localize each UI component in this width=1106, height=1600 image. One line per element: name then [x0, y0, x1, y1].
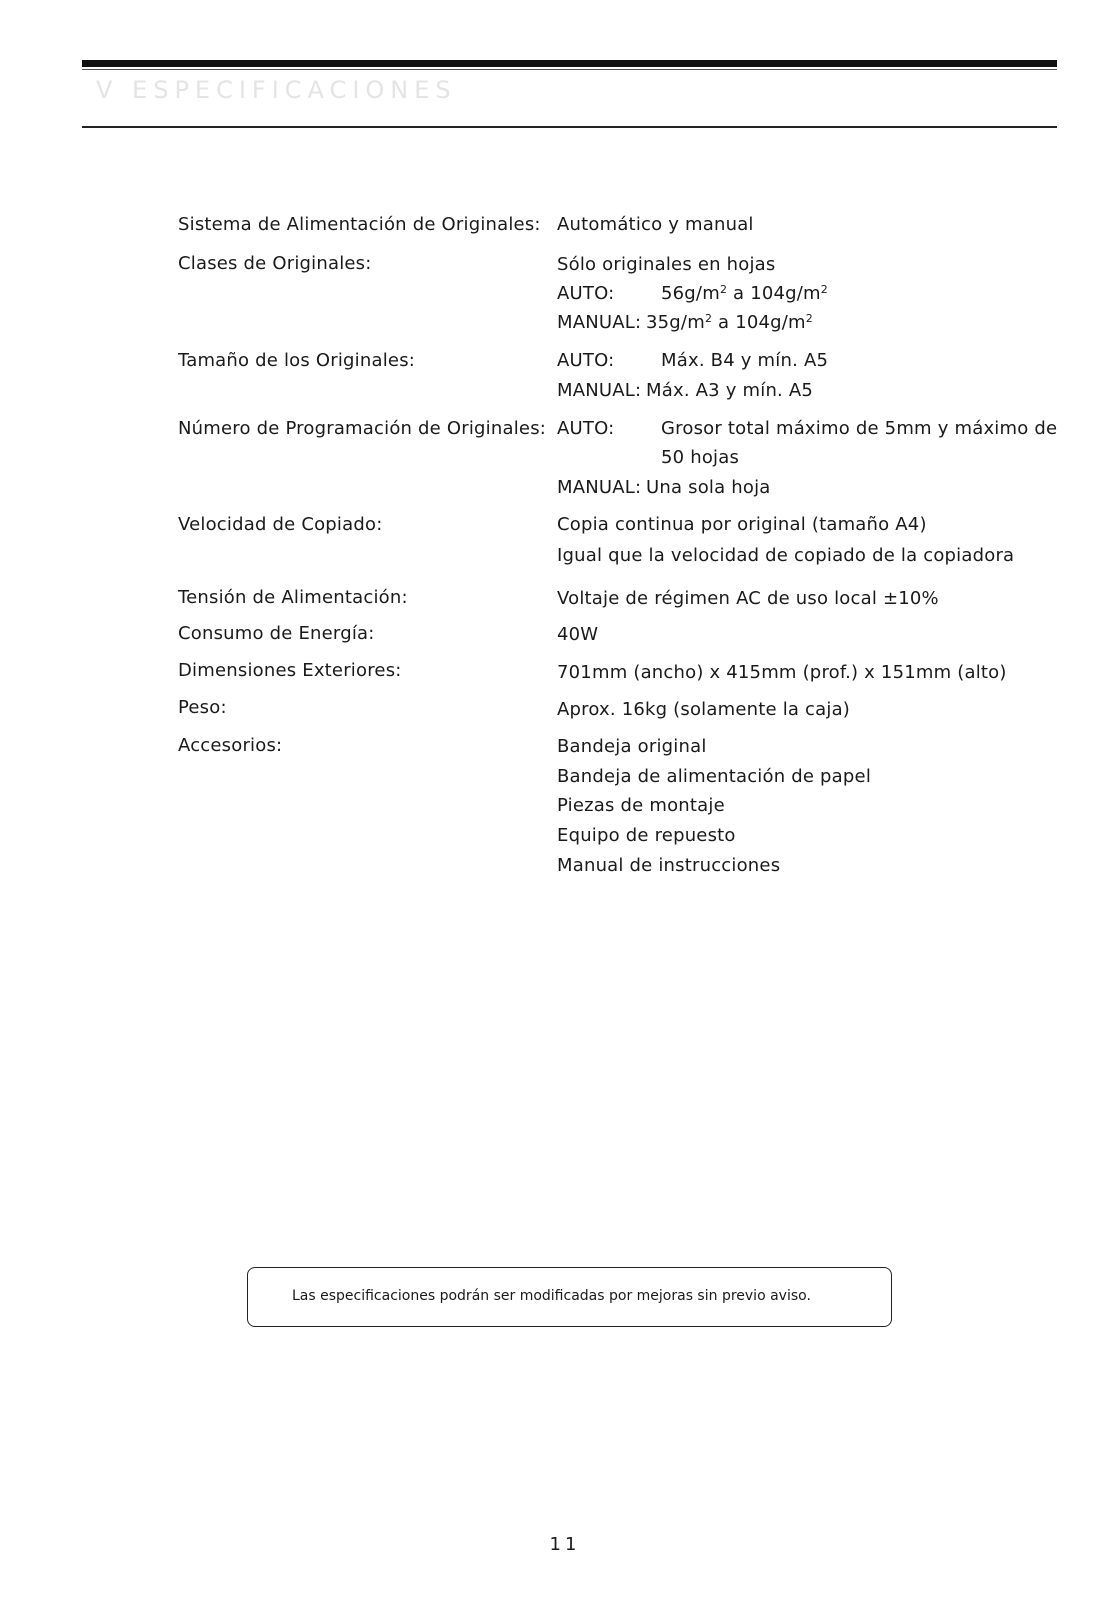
spec-label-numero: Número de Programación de Originales:: [178, 418, 547, 439]
spec-clases-manual-value: $35g/m^2$ a $104g/m^2$: [646, 312, 813, 333]
spec-label-velocidad: Velocidad de Copiado:: [178, 514, 383, 535]
spec-label-tamano: Tamaño de los Originales:: [178, 350, 416, 371]
accesorios-item: Equipo de repuesto: [557, 825, 736, 846]
accesorios-item: Bandeja original: [557, 736, 707, 757]
header-bottom-rule: [82, 126, 1057, 128]
spec-value-sistema: Automático y manual: [557, 214, 754, 235]
spec-label-dimensiones: Dimensiones Exteriores:: [178, 660, 402, 681]
spec-numero-auto-value-2: 50 hojas: [661, 447, 740, 468]
spec-numero-auto-mode: AUTO:: [557, 418, 615, 439]
notice-box: [247, 1267, 892, 1327]
header-faded-title: V ESPECIFICACIONES: [96, 76, 457, 104]
spec-tamano-auto-mode: AUTO:: [557, 350, 615, 371]
accesorios-item: Manual de instrucciones: [557, 855, 781, 876]
page-number: 11: [549, 1534, 581, 1555]
spec-numero-manual-mode: MANUAL:: [557, 477, 642, 498]
spec-tamano-manual-mode: MANUAL:: [557, 380, 642, 401]
spec-label-sistema: Sistema de Alimentación de Originales:: [178, 214, 541, 235]
notice-text: Las especificaciones podrán ser modificadas por mejoras sin previo aviso.: [292, 1288, 811, 1304]
spec-value-clases: Sólo originales en hojas: [557, 254, 776, 275]
spec-value-tension: Voltaje de régimen AC de uso local ±10%: [557, 588, 939, 609]
spec-numero-auto-value-1: Grosor total máximo de 5mm y máximo de: [661, 418, 1058, 439]
spec-clases-auto-mode: AUTO:: [557, 283, 615, 304]
header-thick-rule: [82, 60, 1057, 67]
spec-value-consumo: 40W: [557, 624, 599, 645]
spec-label-clases: Clases de Originales:: [178, 253, 372, 274]
spec-label-accesorios: Accesorios:: [178, 735, 283, 756]
spec-value-dimensiones: 701mm (ancho) x 415mm (prof.) x 151mm (alto): [557, 662, 1007, 683]
spec-label-tension: Tensión de Alimentación:: [178, 587, 408, 608]
header-thin-rule: [82, 69, 1057, 70]
spec-value-velocidad-1: Copia continua por original (tamaño A4): [557, 514, 927, 535]
accesorios-item: Piezas de montaje: [557, 795, 725, 816]
spec-clases-auto-value: $56g/m^2$ a $104g/m^2$: [661, 283, 828, 304]
spec-value-peso: Aprox. 16kg (solamente la caja): [557, 699, 851, 720]
spec-label-consumo: Consumo de Energía:: [178, 623, 375, 644]
spec-tamano-auto-value: Máx. B4 y mín. A5: [661, 350, 829, 371]
accesorios-item: Bandeja de alimentación de papel: [557, 766, 872, 787]
spec-clases-manual-mode: MANUAL:: [557, 312, 642, 333]
spec-tamano-manual-value: Máx. A3 y mín. A5: [646, 380, 814, 401]
spec-value-velocidad-2: Igual que la velocidad de copiado de la copiadora: [557, 545, 1015, 566]
spec-label-peso: Peso:: [178, 697, 227, 718]
spec-numero-manual-value: Una sola hoja: [646, 477, 771, 498]
